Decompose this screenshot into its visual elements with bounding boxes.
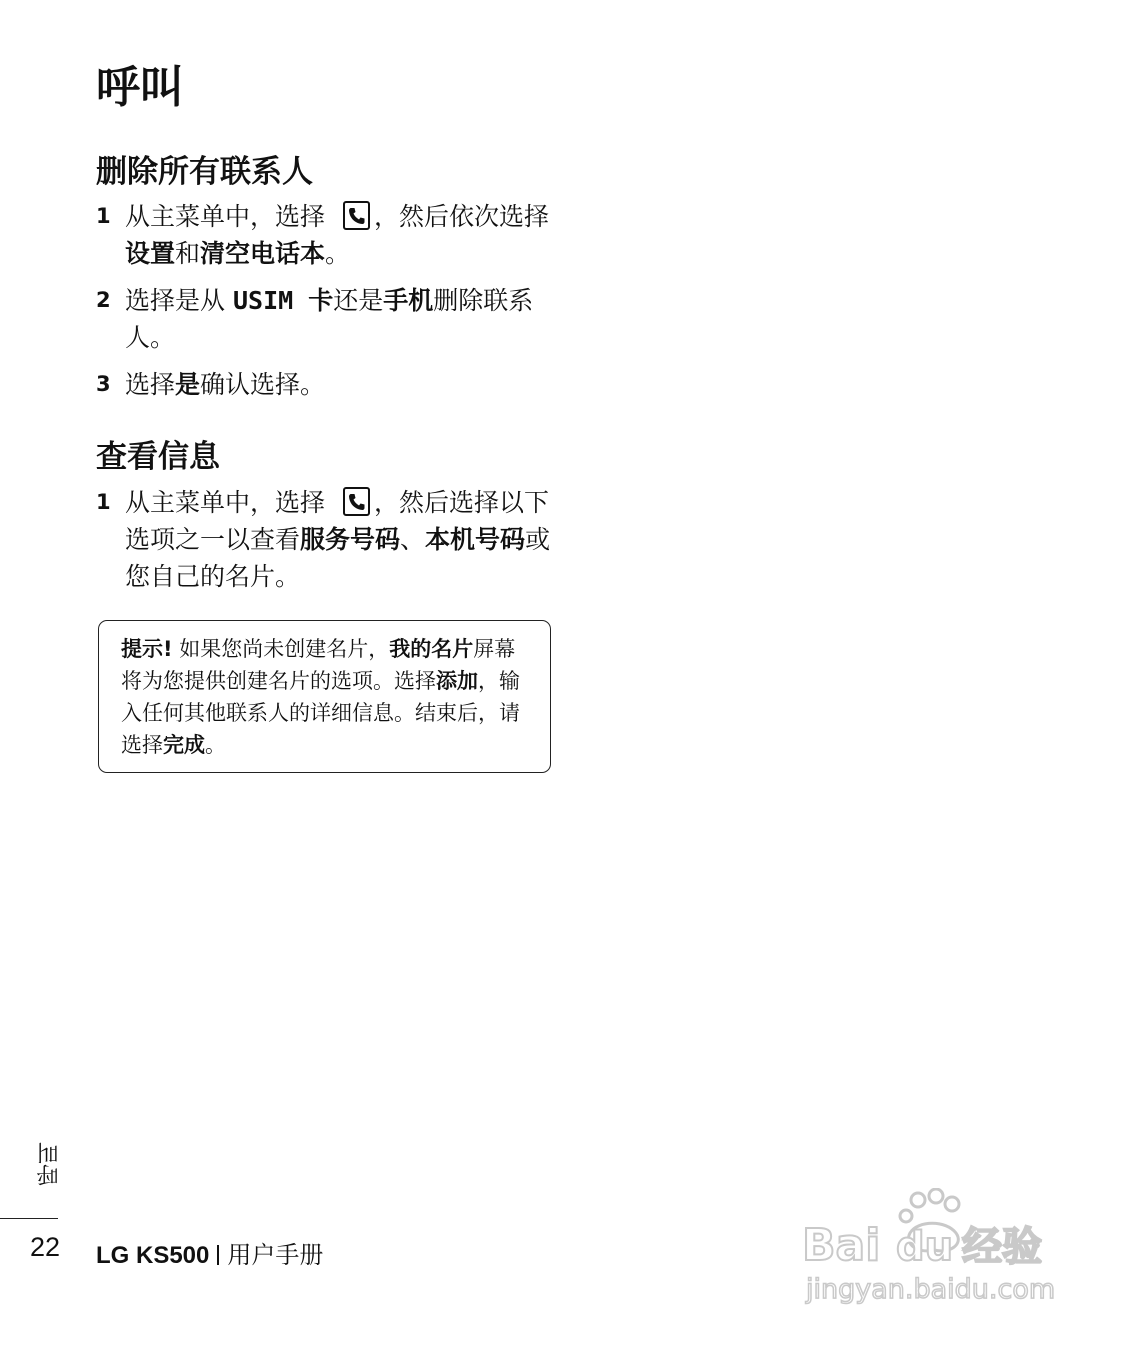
- page-number: 22: [30, 1232, 61, 1262]
- footer: [96, 1240, 323, 1272]
- side-tab-label: 呼叫: [37, 1142, 62, 1186]
- phone-handset-icon: [343, 201, 370, 230]
- phone-handset-icon: [343, 487, 370, 516]
- step-number: 3: [96, 372, 111, 396]
- step-number: 1: [96, 204, 111, 228]
- watermark-url: jingyan.baidu.com: [806, 1274, 1056, 1305]
- delete-steps-list: [96, 198, 556, 413]
- tip-label: 提示!: [121, 637, 173, 661]
- footer-separator: [217, 1245, 219, 1265]
- footer-manual: 用户手册: [227, 1242, 324, 1269]
- list-item: 2 选择是从 USIM 卡还是手机删除联系人。: [96, 282, 556, 356]
- list-item: 1 从主菜单中，选择 ，然后依次选择设置和清空电话本。: [96, 198, 556, 272]
- section-title-delete-contacts: 删除所有联系人: [96, 154, 313, 190]
- side-divider: [0, 1218, 58, 1219]
- section-title-view-info: 查看信息: [96, 439, 220, 475]
- footer-model: LG KS500: [96, 1242, 210, 1269]
- page-title: 呼叫: [96, 62, 184, 113]
- list-item: 1 从主菜单中，选择 ，然后选择以下选项之一以查看服务号码、本机号码或您自己的名片。: [96, 484, 556, 595]
- svg-text:经验: 经验: [962, 1224, 1042, 1270]
- baidu-jingyan-watermark-logo: [800, 1188, 1070, 1318]
- svg-text:Bai: Bai: [802, 1220, 881, 1271]
- list-item: 3 选择是确认选择。: [96, 366, 556, 403]
- step-number: 2: [96, 288, 111, 312]
- step-number: 1: [96, 490, 111, 514]
- tip-box: 提示! 如果您尚未创建名片，我的名片屏幕将为您提供创建名片的选项。选择添加，输入任何其他联系人的详细信息。结束后，请选择完成。: [98, 620, 551, 773]
- svg-text:du: du: [896, 1224, 954, 1270]
- info-steps-list: [96, 484, 556, 605]
